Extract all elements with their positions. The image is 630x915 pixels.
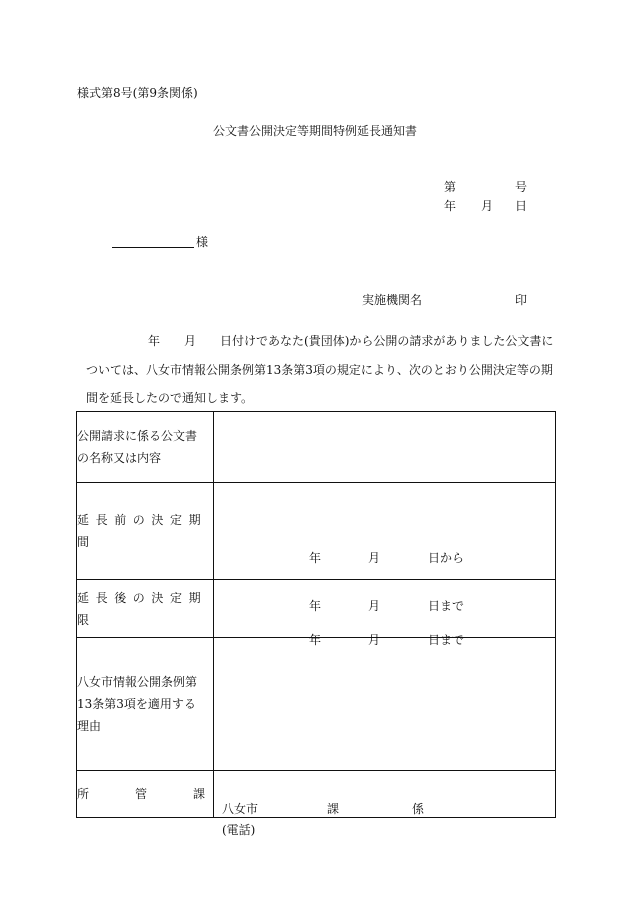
document-title: 公文書公開決定等期間特例延長通知書 xyxy=(213,124,418,138)
date-year: 年 xyxy=(444,199,457,213)
period-before-to-month: 月 xyxy=(368,599,381,613)
document-name-label xyxy=(77,412,214,483)
period-before-value xyxy=(214,483,556,613)
deadline-after-month: 月 xyxy=(368,632,381,647)
row-period-before xyxy=(77,483,556,580)
reason-label-line-2: 13条第3項を適用する xyxy=(77,697,196,711)
period-before-label: 延長前の決定期間 xyxy=(77,483,214,580)
department-label xyxy=(77,771,214,818)
body-line-2: ついては、八女市情報公開条例第13条第3項の規定により、次のとおり公開決定等の期 xyxy=(86,363,553,377)
agency-name-label: 実施機関名 xyxy=(362,293,423,307)
document-name-label-line-1: 公開請求に係る公文書 xyxy=(77,429,198,443)
document-name-label-line-2: の名称又は内容 xyxy=(77,451,162,465)
reason-value xyxy=(214,638,556,771)
document-name-value xyxy=(214,412,556,483)
department-label-char-1: 所 xyxy=(77,787,90,801)
date-day: 日 xyxy=(515,199,528,213)
doc-number-dai: 第 xyxy=(444,180,457,194)
period-before-from-day: 日から xyxy=(428,551,465,565)
department-ka: 課 xyxy=(327,802,340,816)
body-line-3: 間を延長したので通知します。 xyxy=(86,391,254,405)
row-reason xyxy=(77,638,556,771)
agency-seal-mark: 印 xyxy=(515,293,528,307)
reason-label-line-1: 八女市情報公開条例第 xyxy=(77,675,198,689)
addressee-suffix: 様 xyxy=(196,235,209,249)
deadline-after-year: 年 xyxy=(309,632,322,647)
department-label-char-2: 管 xyxy=(134,787,147,801)
department-value xyxy=(214,771,556,837)
department-kakari: 係 xyxy=(412,802,425,816)
department-phone: (電話) xyxy=(222,823,256,837)
deadline-after-value xyxy=(214,580,556,647)
addressee-blank-line xyxy=(112,235,194,248)
department-label-char-3: 課 xyxy=(192,787,205,801)
details-table xyxy=(76,411,556,837)
row-document-name xyxy=(77,412,556,483)
deadline-after-day: 日まで xyxy=(428,632,465,647)
addressee xyxy=(112,235,208,248)
body-line-1 xyxy=(148,335,553,347)
department-city: 八女市 xyxy=(222,802,259,816)
period-before-to-year: 年 xyxy=(309,599,322,613)
body-line-1-rest: 日付けであなた(貴団体)から公開の請求がありました公文書に xyxy=(220,334,554,348)
reason-label-line-3: 理由 xyxy=(77,719,102,733)
period-before-to-day: 日まで xyxy=(428,599,465,613)
body-year: 年 xyxy=(148,334,161,348)
body-month: 月 xyxy=(184,334,197,348)
period-before-from-month: 月 xyxy=(368,551,381,565)
reason-label xyxy=(77,638,214,771)
deadline-after-label: 延長後の決定期限 xyxy=(77,580,214,638)
date-month: 月 xyxy=(481,199,494,213)
form-number: 様式第8号(第9条関係) xyxy=(77,86,198,100)
row-department xyxy=(77,771,556,818)
period-before-from-year: 年 xyxy=(309,551,322,565)
doc-number-go: 号 xyxy=(515,180,528,194)
